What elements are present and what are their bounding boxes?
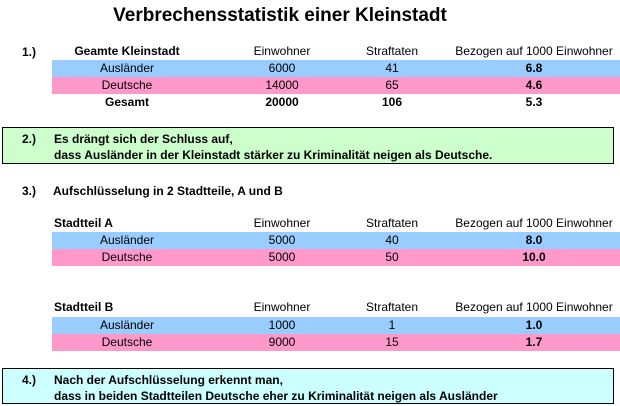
header-rate: Bezogen auf 1000 Einwohner bbox=[455, 300, 613, 314]
row-straftaten: 50 bbox=[385, 250, 399, 264]
row-rate: 6.8 bbox=[525, 61, 543, 75]
header-rate: Bezogen auf 1000 Einwohner bbox=[455, 44, 613, 58]
header-straftaten: Straftaten bbox=[365, 300, 419, 314]
header-straftaten: Straftaten bbox=[365, 216, 419, 230]
row-rate: 1.0 bbox=[525, 318, 543, 332]
conclusion-2-line-2: dass in beiden Stadtteilen Deutsche eher zu Kriminalität neigen als Ausländer bbox=[54, 389, 498, 403]
row-label: Ausländer bbox=[99, 233, 155, 247]
header-straftaten: Straftaten bbox=[365, 44, 419, 58]
conclusion-1-line-2: dass Ausländer in der Kleinstadt stärker zu Kriminalität neigen als Deutsche. bbox=[54, 148, 493, 162]
row-einwohner: 1000 bbox=[268, 318, 296, 332]
row-straftaten: 15 bbox=[385, 335, 399, 349]
conclusion-2-line-1: Nach der Aufschlüsselung erkennt man, bbox=[54, 373, 283, 387]
row-label: Ausländer bbox=[99, 318, 155, 332]
stadtteil-b-label: Stadtteil B bbox=[54, 300, 114, 314]
row-straftaten: 65 bbox=[385, 78, 399, 92]
total-label: Gesamt bbox=[104, 95, 150, 109]
total-row bbox=[52, 94, 620, 111]
table-row bbox=[52, 60, 620, 77]
row-rate: 4.6 bbox=[525, 78, 543, 92]
row-einwohner: 5000 bbox=[268, 250, 296, 264]
table-row bbox=[52, 334, 620, 351]
row-straftaten: 40 bbox=[385, 233, 399, 247]
section-1-header-row bbox=[52, 43, 620, 60]
header-rate: Bezogen auf 1000 Einwohner bbox=[455, 216, 613, 230]
stadtteil-a-header-row bbox=[52, 215, 620, 232]
row-label: Deutsche bbox=[101, 335, 153, 349]
conclusion-box-1 bbox=[2, 127, 614, 164]
row-einwohner: 9000 bbox=[268, 335, 296, 349]
header-einwohner: Einwohner bbox=[253, 44, 311, 58]
table-row bbox=[52, 77, 620, 94]
row-label: Deutsche bbox=[101, 78, 153, 92]
row-einwohner: 14000 bbox=[265, 78, 299, 92]
stadtteil-b-header-row bbox=[52, 299, 620, 316]
section-1-number: 1.) bbox=[22, 45, 37, 59]
row-label: Deutsche bbox=[101, 250, 153, 264]
row-einwohner: 6000 bbox=[268, 61, 296, 75]
section-3-number: 3.) bbox=[22, 184, 37, 198]
section-4-number: 4.) bbox=[22, 373, 37, 387]
table-row bbox=[52, 249, 620, 266]
section-3-heading: Aufschlüsselung in 2 Stadtteile, A und B bbox=[53, 184, 283, 198]
row-rate: 8.0 bbox=[525, 233, 543, 247]
header-einwohner: Einwohner bbox=[253, 216, 311, 230]
row-einwohner: 5000 bbox=[268, 233, 296, 247]
section-2-number: 2.) bbox=[22, 132, 37, 146]
header-city: Geamte Kleinstadt bbox=[74, 44, 180, 58]
row-label: Ausländer bbox=[99, 61, 155, 75]
stadtteil-a-label: Stadtteil A bbox=[54, 216, 113, 230]
row-straftaten: 41 bbox=[385, 61, 399, 75]
page-title: Verbrechensstatistik einer Kleinstadt bbox=[113, 5, 447, 26]
total-rate: 5.3 bbox=[525, 95, 543, 109]
row-rate: 1.7 bbox=[525, 335, 543, 349]
conclusion-box-2 bbox=[2, 368, 614, 404]
total-straftaten: 106 bbox=[381, 95, 403, 109]
header-einwohner: Einwohner bbox=[253, 300, 311, 314]
row-straftaten: 1 bbox=[388, 318, 396, 332]
table-row bbox=[52, 317, 620, 334]
row-rate: 10.0 bbox=[522, 250, 546, 264]
total-einwohner: 20000 bbox=[265, 95, 299, 109]
table-row bbox=[52, 232, 620, 249]
conclusion-1-line-1: Es drängt sich der Schluss auf, bbox=[54, 132, 233, 146]
